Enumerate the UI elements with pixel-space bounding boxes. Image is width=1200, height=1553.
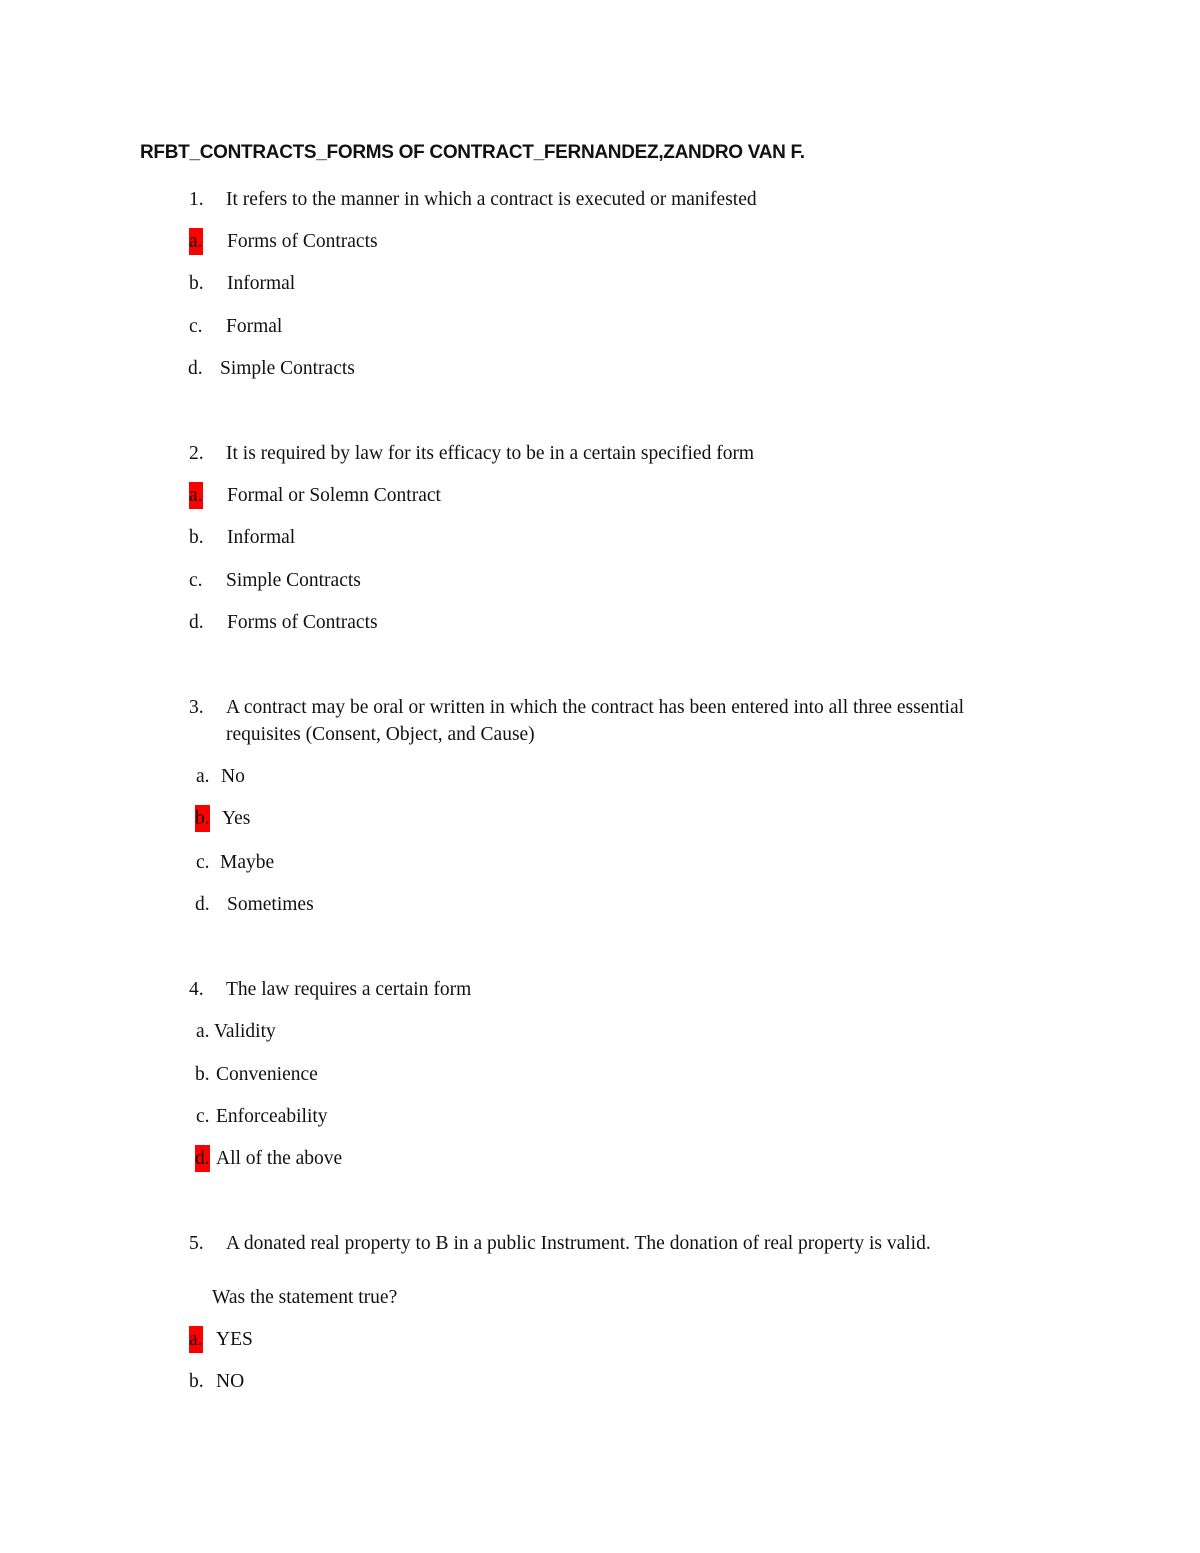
choice-text: Informal [227, 527, 296, 548]
choice-text: Simple Contracts [226, 570, 361, 591]
answer-marker: a. [189, 482, 203, 509]
choice-text: Yes [222, 808, 251, 829]
question-text: It refers to the manner in which a contract is executed or manifested [226, 189, 757, 210]
choice-text: Maybe [220, 852, 275, 873]
answer-marker: a. [189, 1326, 203, 1353]
question-text: requisites (Consent, Object, and Cause) [226, 724, 535, 745]
question-text: A contract may be oral or written in which the contract has been entered into all three essential [226, 697, 965, 718]
choice-letter: c. [196, 1106, 210, 1127]
choice-text: All of the above [216, 1148, 343, 1169]
choice-text: No [221, 766, 245, 787]
document-title: RFBT_CONTRACTS_FORMS OF CONTRACT_FERNANDEZ,ZANDRO VAN F. [140, 142, 805, 163]
choice-letter: c. [196, 852, 210, 873]
choice-text: Forms of Contracts [227, 612, 378, 633]
choice-letter: b. [189, 273, 204, 294]
choice-text: Enforceability [216, 1106, 328, 1127]
choice-letter: b. [195, 1064, 210, 1085]
choice-letter: c. [189, 316, 203, 337]
choice-letter: c. [189, 570, 203, 591]
choice-letter: b. [189, 527, 204, 548]
question-text: A donated real property to B in a public Instrument. The donation of real property is valid. [226, 1233, 931, 1254]
choice-letter: d. [195, 894, 210, 915]
question-text: It is required by law for its efficacy to be in a certain specified form [226, 443, 755, 464]
choice-letter: d. [189, 612, 204, 633]
choice-text: Informal [227, 273, 296, 294]
choice-letter: a. [196, 1021, 210, 1042]
question-number: 1. [189, 189, 204, 210]
question-text: The law requires a certain form [226, 979, 472, 1000]
choice-text: Forms of Contracts [227, 231, 378, 252]
question-number: 3. [189, 697, 204, 718]
question-subtext: Was the statement true? [212, 1287, 398, 1308]
choice-letter: d. [188, 358, 203, 379]
choice-letter: a. [196, 766, 210, 787]
choice-text: NO [216, 1371, 245, 1392]
answer-marker: d. [195, 1145, 210, 1172]
choice-text: Formal or Solemn Contract [227, 485, 441, 506]
choice-letter: b. [189, 1371, 204, 1392]
answer-marker: a. [189, 228, 203, 255]
question-number: 5. [189, 1233, 204, 1254]
question-number: 4. [189, 979, 204, 1000]
answer-marker: b. [195, 805, 210, 832]
choice-text: Convenience [216, 1064, 318, 1085]
choice-text: YES [216, 1329, 253, 1350]
choice-text: Simple Contracts [220, 358, 355, 379]
choice-text: Formal [226, 316, 283, 337]
choice-text: Sometimes [227, 894, 314, 915]
choice-text: Validity [214, 1021, 276, 1042]
question-number: 2. [189, 443, 204, 464]
